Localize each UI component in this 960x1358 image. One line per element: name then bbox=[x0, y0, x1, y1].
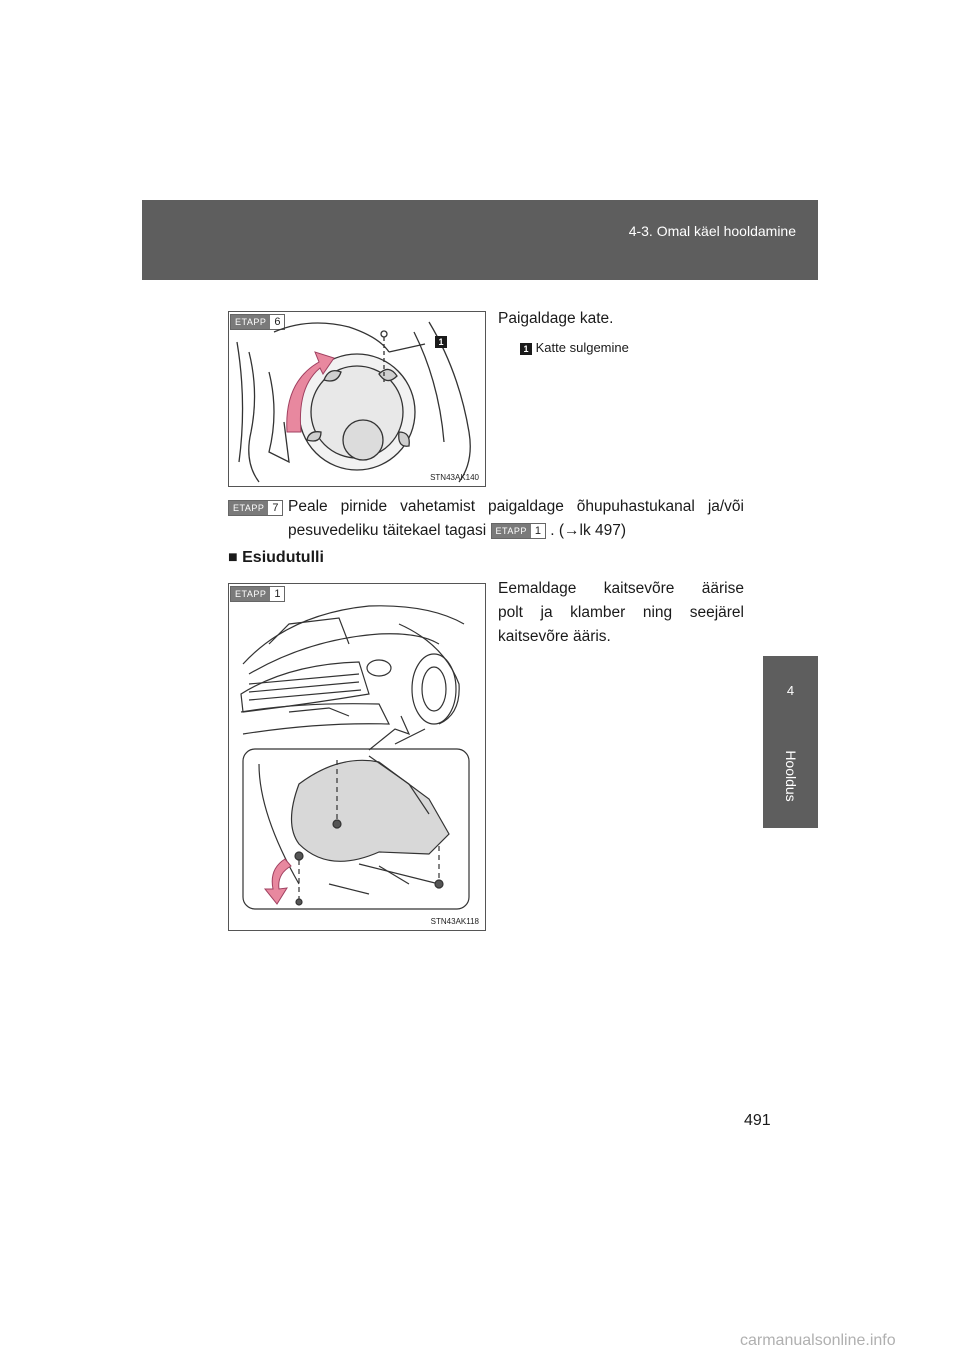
step1-line2: polt ja klamber ning seejärel bbox=[498, 604, 744, 621]
header-band bbox=[142, 200, 818, 280]
section-title-text: Esiudutulli bbox=[242, 549, 324, 566]
callout-legend-text: Katte sulgemine bbox=[535, 340, 629, 355]
step1-line3: kaitsevõre ääris. bbox=[498, 628, 611, 645]
step7-line2-text: pesuvedeliku täitekael tagasi bbox=[288, 522, 487, 539]
cover-install-figure bbox=[228, 311, 486, 487]
step1-line1: Eemaldage kaitsevõre äärise bbox=[498, 580, 744, 597]
section-heading bbox=[228, 549, 324, 567]
step7-line1: Peale pirnide vahetamist paigaldage õhupuhastukanal ja/või bbox=[288, 498, 744, 515]
callout-marker: 1 bbox=[435, 336, 447, 348]
figure-code: STN43AK140 bbox=[430, 473, 479, 482]
chapter-label-tab[interactable] bbox=[763, 724, 818, 828]
section-title: 4-3. Omal käel hooldamine bbox=[628, 223, 796, 239]
step7-instruction bbox=[288, 495, 744, 543]
step7-line2 bbox=[288, 519, 744, 543]
callout-legend bbox=[520, 340, 629, 355]
step1-instruction bbox=[498, 577, 744, 649]
callout-legend-marker: 1 bbox=[520, 343, 532, 355]
step-badge-number: 1 bbox=[274, 588, 281, 600]
step-badge-label: ETAPP bbox=[231, 587, 270, 601]
chapter-number-tab[interactable]: 4 bbox=[763, 656, 818, 724]
page-number: 491 bbox=[744, 1112, 771, 1129]
step6-instruction: Paigaldage kate. bbox=[498, 310, 614, 327]
section-bullet: ■ bbox=[228, 549, 238, 566]
step-badge-label: ETAPP bbox=[231, 315, 270, 329]
figure-code: STN43AK118 bbox=[430, 917, 479, 926]
watermark: carmanualsonline.info bbox=[740, 1332, 896, 1349]
step-reference-badge-number: 1 bbox=[534, 524, 541, 537]
fender-liner-figure bbox=[228, 583, 486, 931]
vehicle-front-illustration bbox=[229, 584, 485, 930]
step-badge bbox=[228, 500, 283, 516]
step-reference-badge[interactable] bbox=[491, 523, 546, 539]
step-badge-number: 7 bbox=[272, 502, 279, 514]
step-badge-number: 6 bbox=[274, 316, 281, 328]
step-badge-label: ETAPP bbox=[229, 501, 268, 515]
page-reference[interactable]: . (→lk 497) bbox=[550, 522, 627, 539]
chapter-label: Hooldus bbox=[782, 750, 799, 802]
step-reference-badge-label: ETAPP bbox=[492, 524, 531, 538]
